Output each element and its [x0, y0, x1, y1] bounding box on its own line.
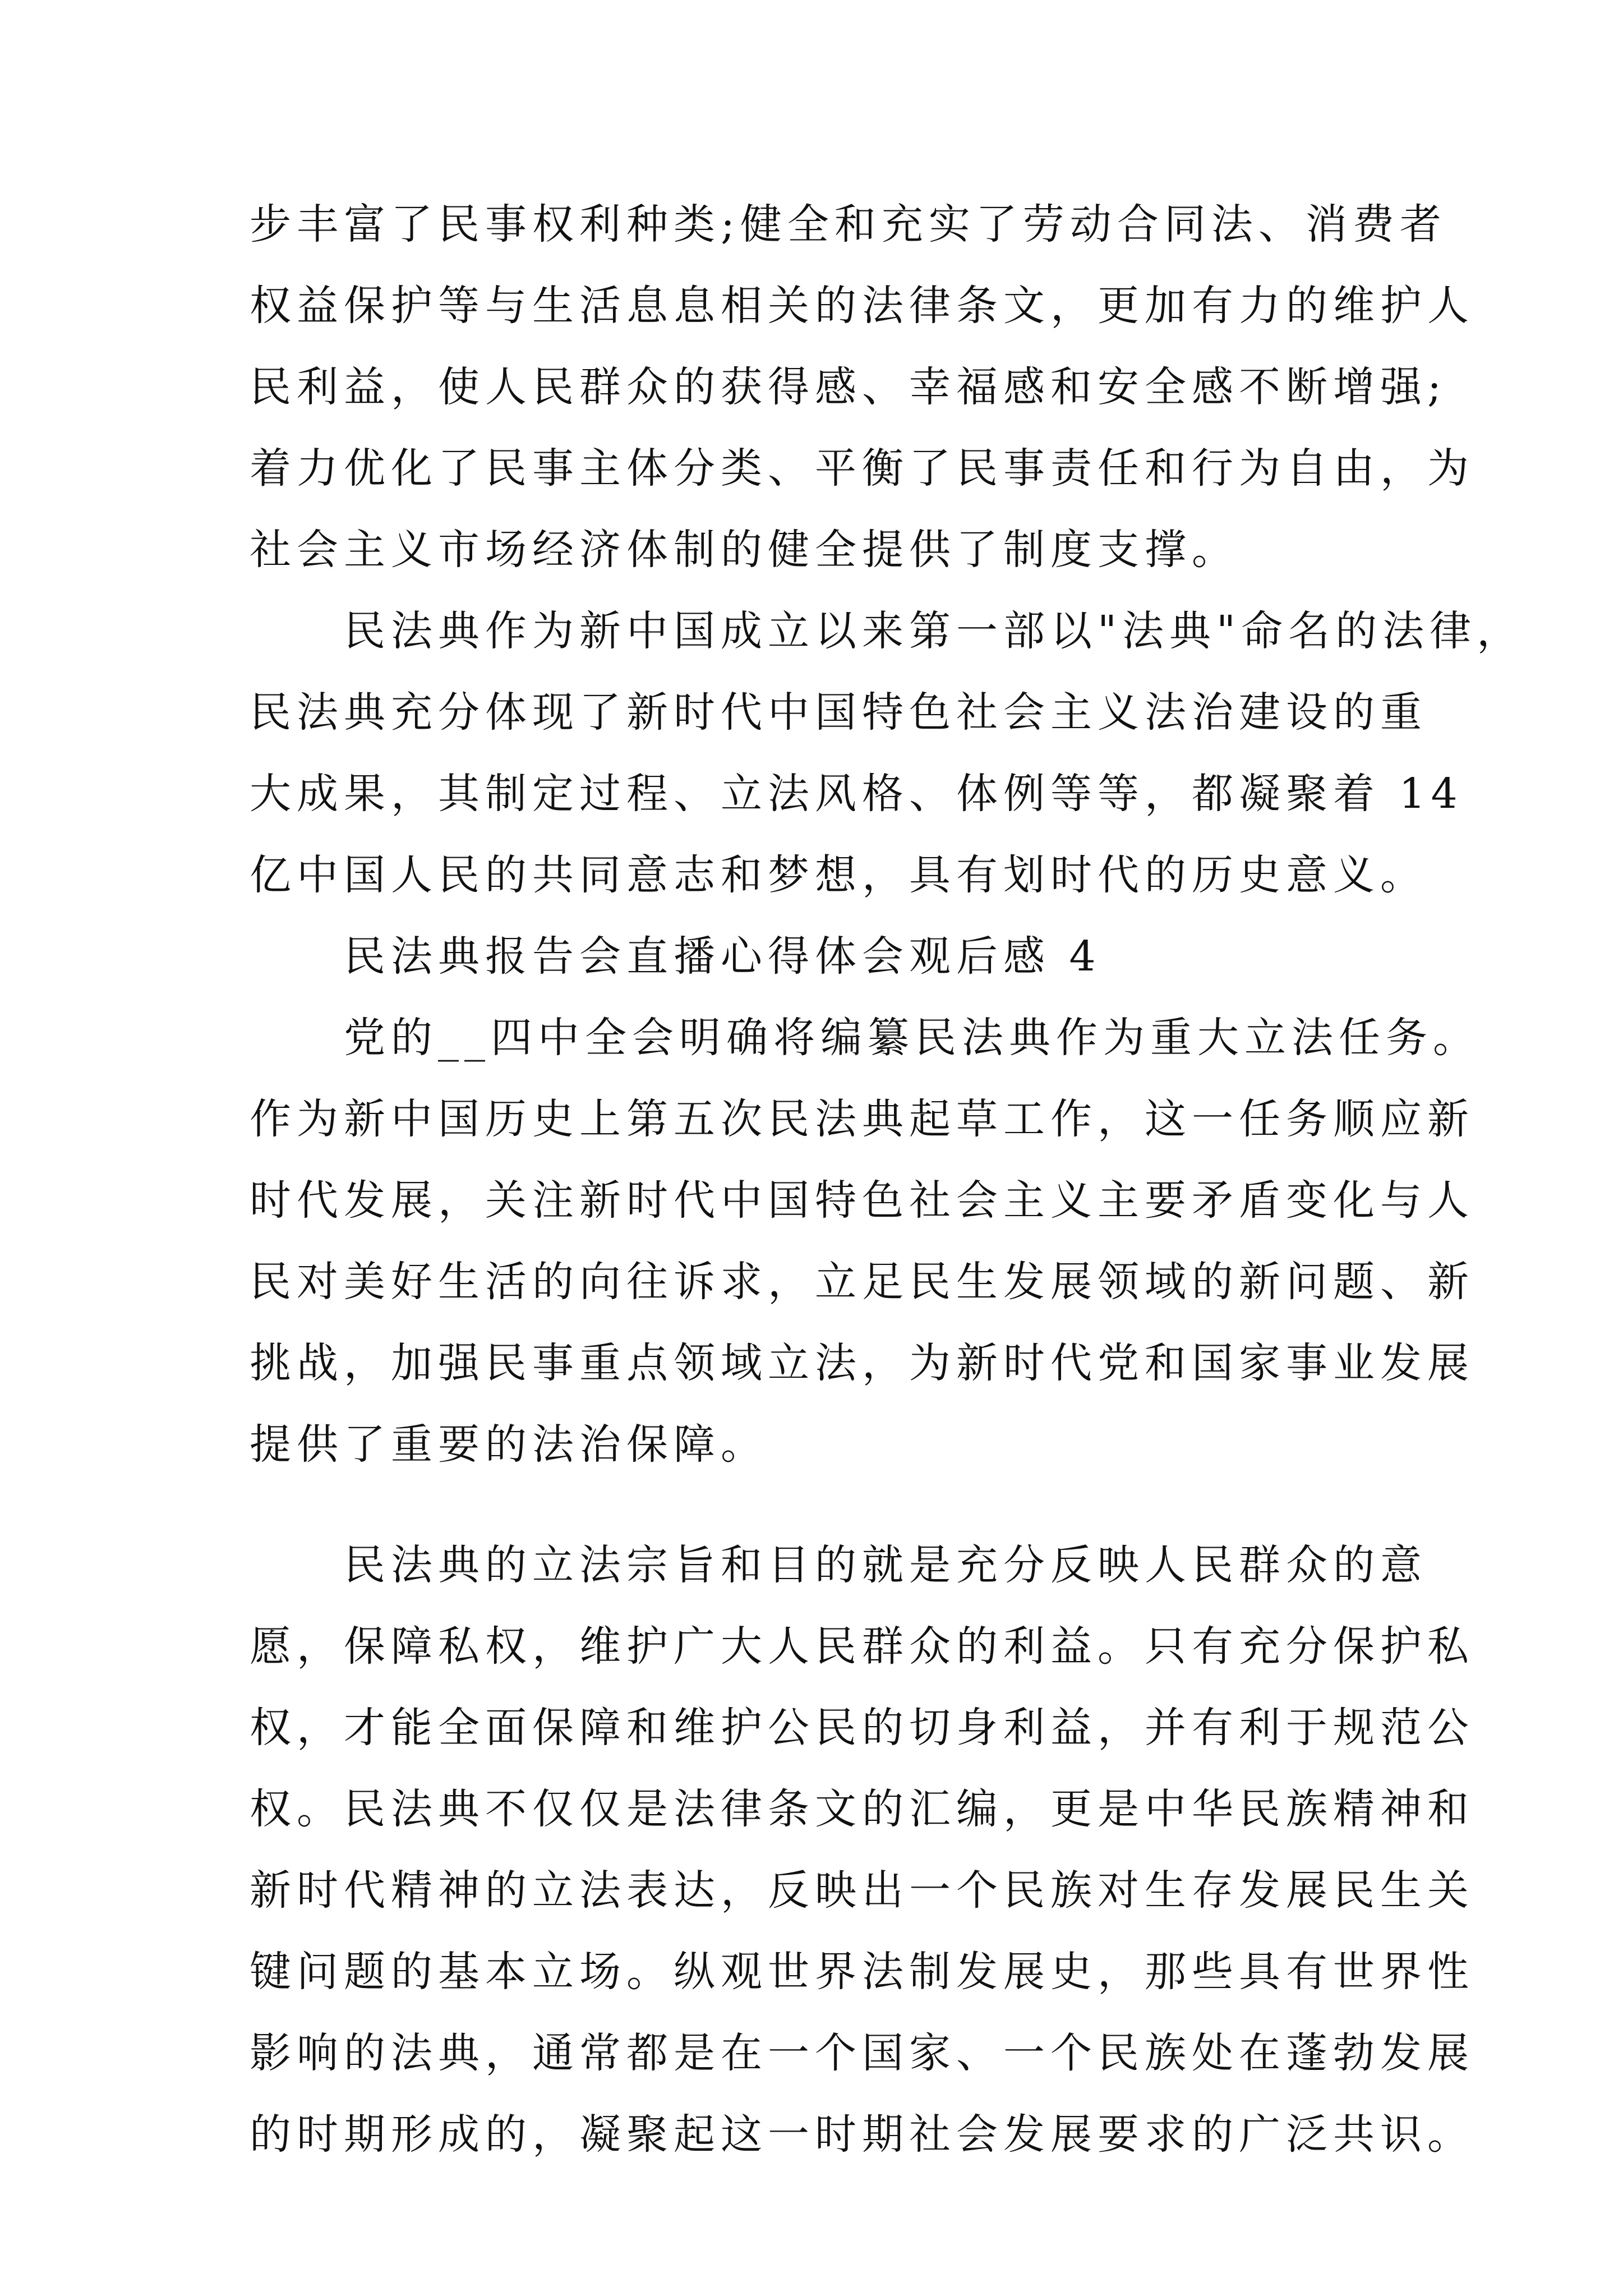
text-line: 时代发展，关注新时代中国特色社会主义主要矛盾变化与人 — [250, 1176, 1474, 1225]
text-line: 步丰富了民事权利种类;健全和充实了劳动合同法、消费者 — [250, 200, 1447, 249]
text-line: 民法典的立法宗旨和目的就是充分反映人民群众的意 — [250, 1541, 1427, 1589]
text-line: 社会主义市场经济体制的健全提供了制度支撑。 — [250, 526, 1239, 574]
text-line: 新时代精神的立法表达，反映出一个民族对生存发展民生关 — [250, 1866, 1474, 1915]
text-line: 影响的法典，通常都是在一个国家、一个民族处在蓬勃发展 — [250, 2029, 1474, 2077]
text-line: 民利益，使人民群众的获得感、幸福感和安全感不断增强; — [250, 363, 1447, 411]
text-line: 提供了重要的法治保障。 — [250, 1420, 768, 1469]
text-line: 愿，保障私权，维护广大人民群众的利益。只有充分保护私 — [250, 1622, 1474, 1671]
text-line: 亿中国人民的共同意志和梦想，具有划时代的历史意义。 — [250, 851, 1427, 899]
text-line: 权。民法典不仅仅是法律条文的汇编，更是中华民族精神和 — [250, 1785, 1474, 1833]
text-line: 着力优化了民事主体分类、平衡了民事责任和行为自由，为 — [250, 444, 1474, 493]
text-line: 权，才能全面保障和维护公民的切身利益，并有利于规范公 — [250, 1704, 1474, 1752]
text-line: 挑战，加强民事重点领域立法，为新时代党和国家事业发展 — [250, 1339, 1474, 1387]
text-line: 民法典作为新中国成立以来第一部以"法典"命名的法律， — [250, 607, 1524, 655]
section-heading: 民法典报告会直播心得体会观后感 4 — [250, 932, 1101, 981]
text-line: 民法典充分体现了新时代中国特色社会主义法治建设的重 — [250, 688, 1427, 737]
text-line: 权益保护等与生活息息相关的法律条文，更加有力的维护人 — [250, 282, 1474, 330]
text-line: 民对美好生活的向往诉求，立足民生发展领域的新问题、新 — [250, 1258, 1474, 1306]
text-line: 的时期形成的，凝聚起这一时期社会发展要求的广泛共识。 — [250, 2110, 1474, 2159]
text-line: 键问题的基本立场。纵观世界法制发展史，那些具有世界性 — [250, 1948, 1474, 1996]
text-line: 作为新中国历史上第五次民法典起草工作，这一任务顺应新 — [250, 1095, 1474, 1143]
text-line: 大成果，其制定过程、立法风格、体例等等，都凝聚着 14 — [250, 770, 1463, 818]
text-line: 党的__四中全会明确将编纂民法典作为重大立法任务。 — [250, 1014, 1480, 1062]
